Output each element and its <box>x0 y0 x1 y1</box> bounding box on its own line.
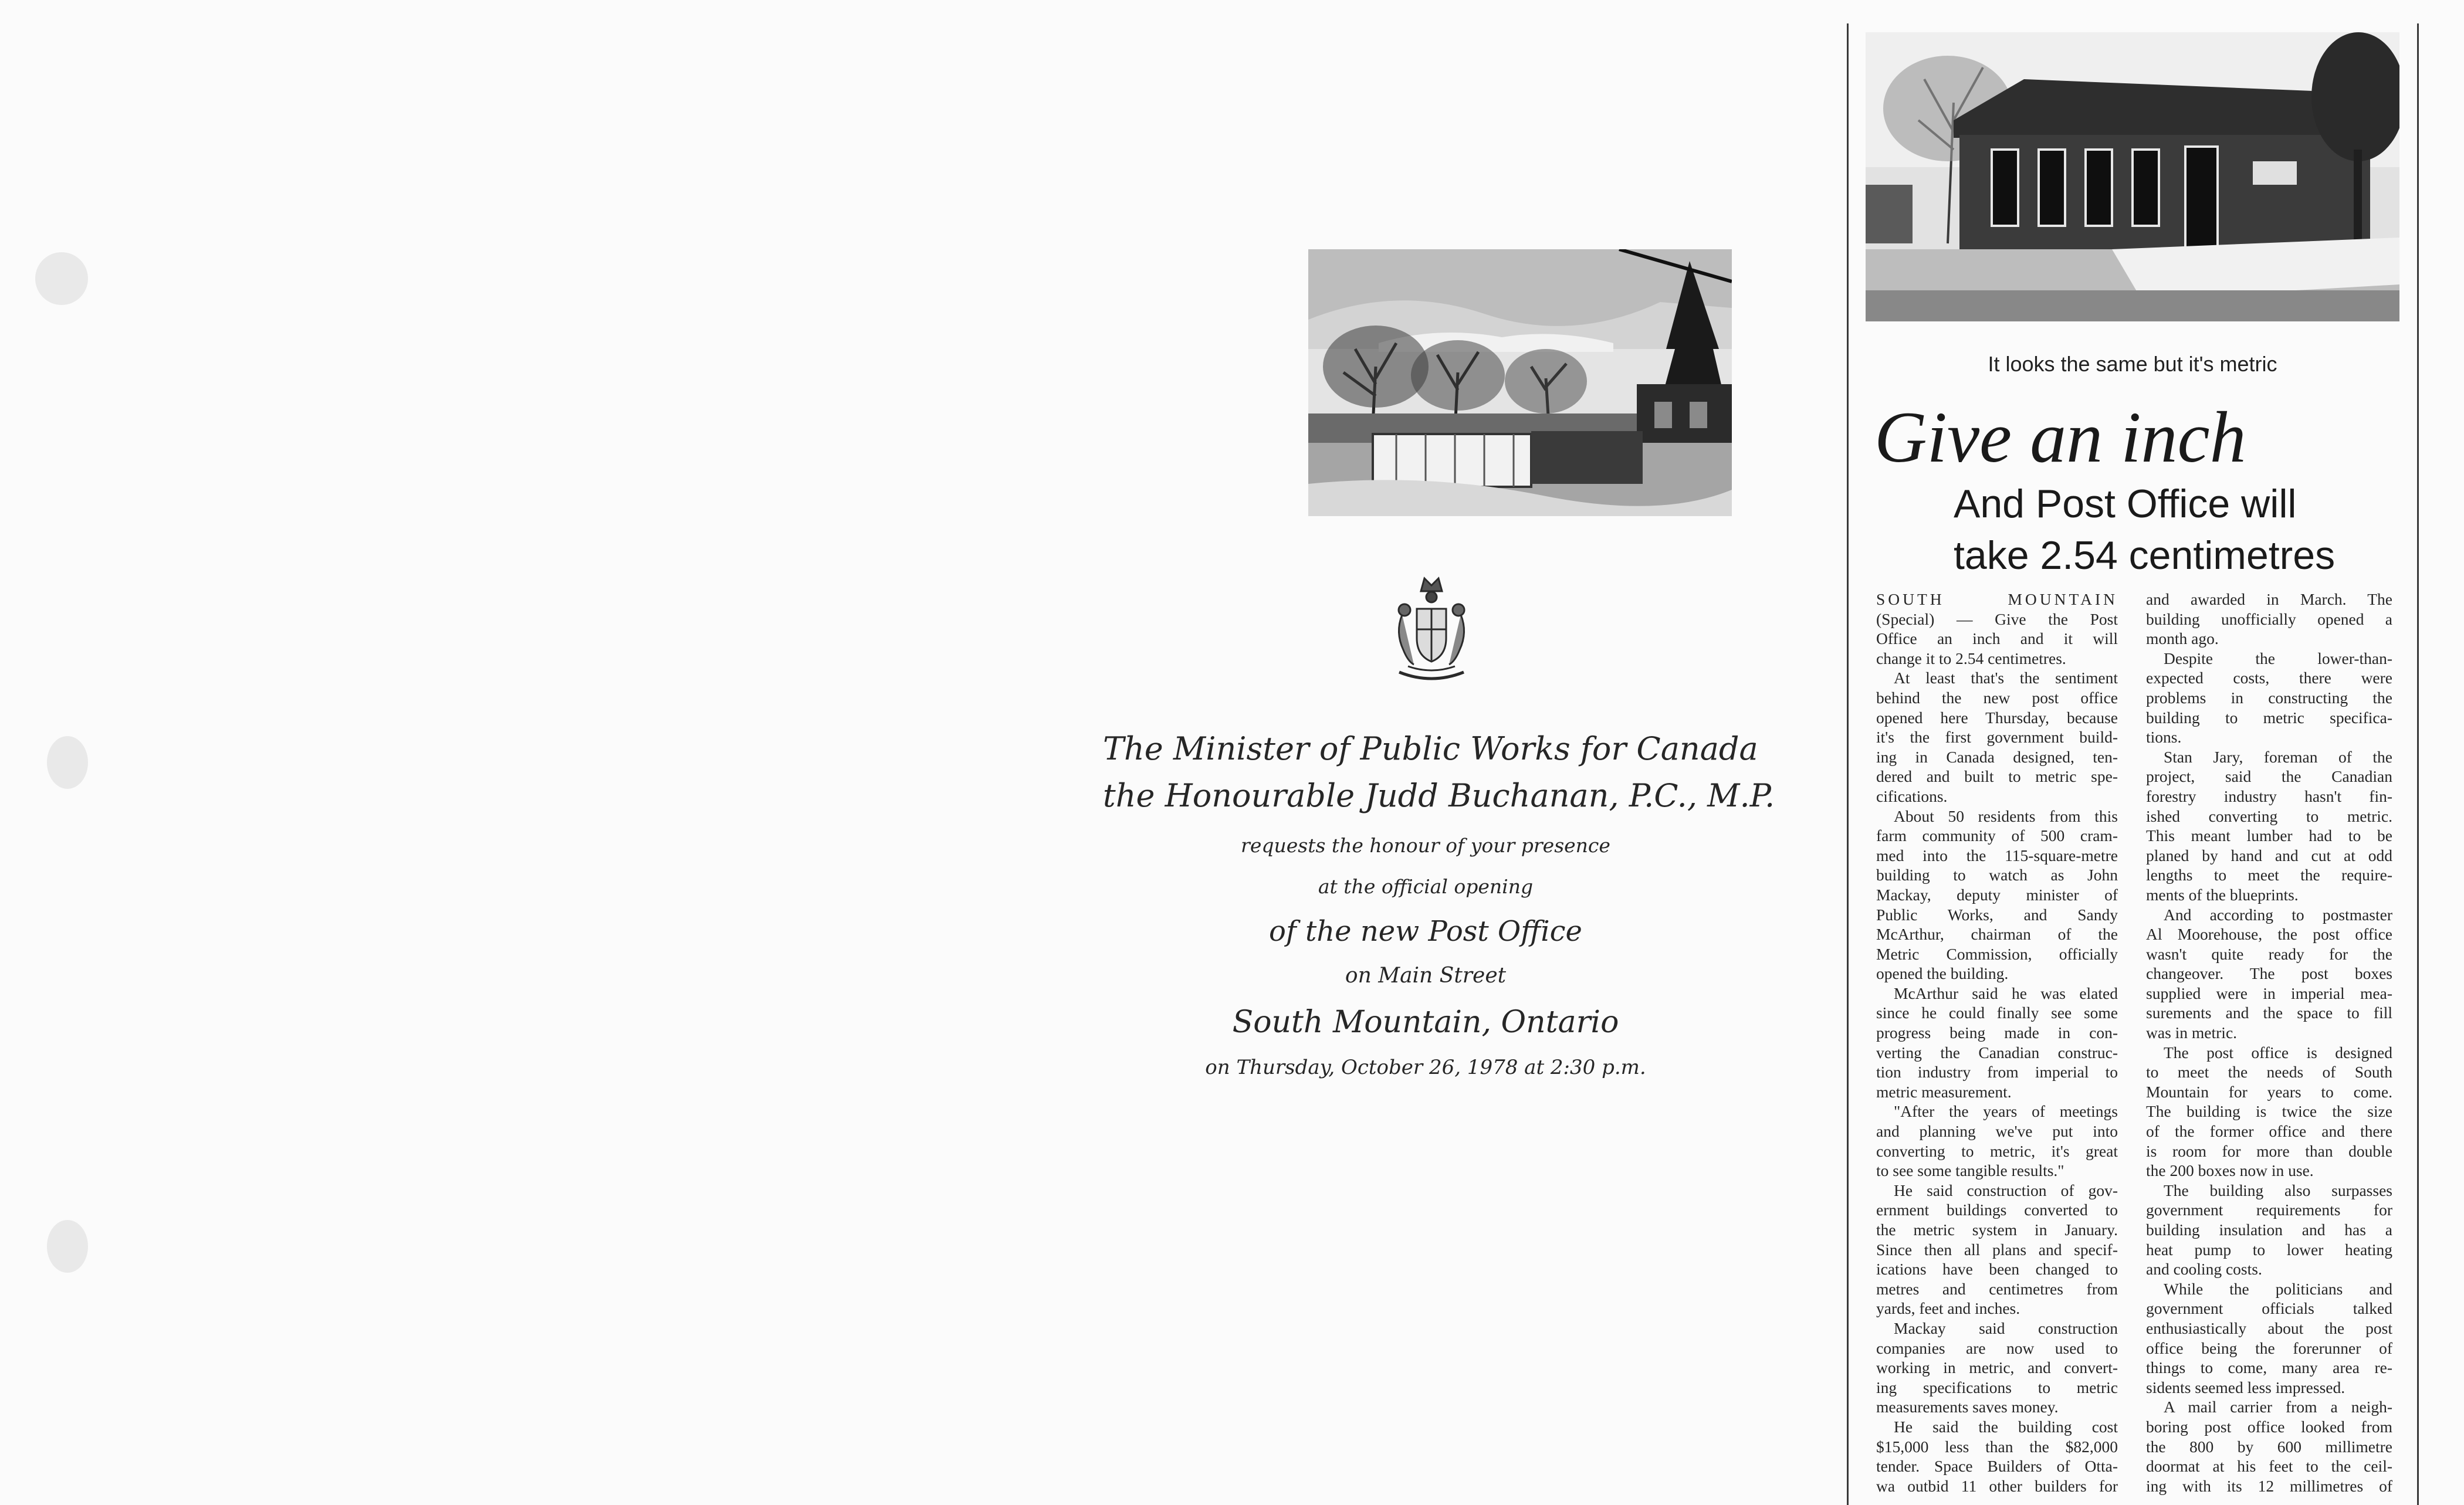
article-text-line: dered and built to metric spe- <box>1876 767 2118 786</box>
clipping-right-border <box>2417 23 2419 1505</box>
article-text-line: government requirements for <box>2146 1201 2392 1219</box>
article-text-line: ments of the blueprints. <box>2146 885 2299 904</box>
article-text-line: tender. Space Builders of Otta- <box>1876 1457 2118 1476</box>
article-text-line: the 200 boxes now in use. <box>2146 1161 2314 1180</box>
invitation-honourable-line: the Honourable Judd Buchanan, P.C., M.P. <box>1103 777 1775 814</box>
article-text-line: building to metric specifica- <box>2146 708 2392 727</box>
article-text-line: surements and the space to fill <box>2146 1004 2392 1022</box>
invitation-street-line: on Main Street <box>1345 964 1507 988</box>
article-text-line: ernment buildings converted to <box>1876 1201 2118 1219</box>
article-text-line: The building is twice the size <box>2146 1102 2392 1121</box>
article-text-line: changeover. The post boxes <box>2146 964 2392 983</box>
article-text-line: And according to postmaster <box>2164 905 2392 924</box>
article-text-line: to meet the needs of South <box>2146 1063 2392 1082</box>
article-text-line: A mail carrier from a neigh- <box>2164 1398 2392 1416</box>
article-text-line: behind the new post office <box>1876 688 2118 707</box>
article-text-line: it's the first government build- <box>1876 728 2118 747</box>
post-office-photo <box>1866 32 2399 321</box>
article-text-line: doormat at his feet to the ceil- <box>2146 1457 2392 1476</box>
article-text-line: tions. <box>2146 728 2182 747</box>
article-text-line: planed by hand and cut at odd <box>2146 846 2392 865</box>
article-headline: Give an inch <box>1874 397 2246 477</box>
article-column-left <box>1876 589 2118 1496</box>
paper-blemish <box>47 1220 88 1273</box>
article-text-line: About 50 residents from this <box>1894 806 2118 825</box>
article-text-line: verting the Canadian construc- <box>1876 1043 2118 1062</box>
article-column-right <box>2146 589 2392 1496</box>
clipping-left-border <box>1847 23 1849 1505</box>
construction-site-photo <box>1308 249 1732 516</box>
invitation-date-line: on Thursday, October 26, 1978 at 2:30 p.m. <box>1205 1056 1646 1079</box>
article-text-line: wasn't quite ready for the <box>2146 944 2392 963</box>
article-text-line: med into the 115-square-metre <box>1876 846 2118 865</box>
article-text-line: tion industry from imperial to <box>1876 1063 2118 1082</box>
article-text-line: ing in Canada designed, ten- <box>1876 747 2118 766</box>
article-text-line: boring post office looked from <box>2146 1417 2392 1436</box>
invitation-occasion-line: at the official opening <box>1318 875 1534 898</box>
article-text-line: Since then all plans and specif- <box>1876 1240 2118 1259</box>
article-text-line: working in metric, and convert- <box>1876 1358 2118 1377</box>
article-text-line: cifications. <box>1876 787 1948 805</box>
article-text-line: heat pump to lower heating <box>2146 1240 2392 1259</box>
article-text-line: sidents seemed less impressed. <box>2146 1378 2345 1396</box>
article-text-line: Office an inch and it will <box>1876 629 2118 648</box>
article-text-line: He said construction of gov- <box>1894 1181 2118 1199</box>
article-text-line: government officials talked <box>2146 1299 2392 1318</box>
invitation-minister-line: The Minister of Public Works for Canada <box>1103 730 1758 767</box>
article-text-line: the metric system in January. <box>1876 1221 2118 1239</box>
article-text-line: progress being made in con- <box>1876 1023 2118 1042</box>
article-text-line: (Special) — Give the Post <box>1876 609 2118 628</box>
article-text-line: opened here Thursday, because <box>1876 708 2118 727</box>
article-text-line: forestry industry hasn't fin- <box>2146 787 2392 805</box>
article-text-line: companies are now used to <box>1876 1338 2118 1357</box>
article-text-line: The building also surpasses <box>2164 1181 2392 1199</box>
article-text-line: since he could finally see some <box>1876 1004 2118 1022</box>
article-text-line: ications have been changed to <box>1876 1260 2118 1279</box>
article-text-line: The post office is designed <box>2164 1043 2392 1062</box>
paper-blemish <box>35 252 88 305</box>
paper-blemish <box>47 736 88 789</box>
article-text-line: SOUTH MOUNTAIN <box>1876 590 2118 608</box>
article-text-line: At least that's the sentiment <box>1894 669 2118 687</box>
article-text-line: office being the forerunner of <box>2146 1338 2392 1357</box>
photo-caption: It looks the same but it's metric <box>1988 352 2277 376</box>
article-text-line: Al Moorehouse, the post office <box>2146 925 2392 944</box>
article-text-line: the 800 by 600 millimetre <box>2146 1437 2392 1456</box>
article-text-line: was in metric. <box>2146 1023 2238 1042</box>
article-text-line: Mackay, deputy minister of <box>1876 885 2118 904</box>
article-text-line: things to come, many area re- <box>2146 1358 2392 1377</box>
article-text-line: He said the building cost <box>1894 1417 2118 1436</box>
article-text-line: Stan Jary, foreman of the <box>2164 747 2392 766</box>
article-text-line: building unofficially opened a <box>2146 609 2392 628</box>
article-text-line: building insulation and has a <box>2146 1221 2392 1239</box>
article-text-line: This meant lumber had to be <box>2146 826 2392 845</box>
article-text-line: Mackay said construction <box>1894 1318 2118 1337</box>
article-text-line: Mountain for years to come. <box>2146 1082 2392 1101</box>
article-text-line: to see some tangible results." <box>1876 1161 2064 1180</box>
article-text-line: metres and centimetres from <box>1876 1279 2118 1298</box>
article-text-line: and planning we've put into <box>1876 1122 2118 1141</box>
article-text-line: expected costs, there were <box>2146 669 2392 687</box>
coat-of-arms-icon <box>1390 574 1473 686</box>
article-text-line: While the politicians and <box>2164 1279 2392 1298</box>
article-text-line: enthusiastically about the post <box>2146 1318 2392 1337</box>
article-text-line: and cooling costs. <box>2146 1260 2262 1279</box>
article-text-line: lengths to meet the require- <box>2146 866 2392 884</box>
article-text-line: converting to metric, it's great <box>1876 1141 2118 1160</box>
article-text-line: yards, feet and inches. <box>1876 1299 2020 1318</box>
article-text-line: and awarded in March. The <box>2146 590 2392 608</box>
article-text-line: farm community of 500 cram- <box>1876 826 2118 845</box>
article-text-line: Public Works, and Sandy <box>1876 905 2118 924</box>
article-text-line: wa outbid 11 other builders for <box>1876 1476 2118 1495</box>
article-text-line: Despite the lower-than- <box>2164 649 2392 667</box>
article-text-line: "After the years of meetings <box>1894 1102 2118 1121</box>
article-text-line: ing specifications to metric <box>1876 1378 2118 1396</box>
article-text-line: opened the building. <box>1876 964 2009 983</box>
article-text-line: ished converting to metric. <box>2146 806 2392 825</box>
article-text-line: ing with its 12 millimetres of <box>2146 1476 2392 1495</box>
article-text-line: metric measurement. <box>1876 1082 2012 1101</box>
invitation-request-line: requests the honour of your presence <box>1241 834 1610 857</box>
article-text-line: problems in constructing the <box>2146 688 2392 707</box>
article-text-line: change it to 2.54 centimetres. <box>1876 649 2066 667</box>
article-text-line: project, said the Canadian <box>2146 767 2392 786</box>
article-text-line: is room for more than double <box>2146 1141 2392 1160</box>
article-text-line: $15,000 less than the $82,000 <box>1876 1437 2118 1456</box>
article-text-line: supplied were in imperial mea- <box>2146 984 2392 1002</box>
article-text-line: Metric Commission, officially <box>1876 944 2118 963</box>
article-text-line: building to watch as John <box>1876 866 2118 884</box>
article-text-line: McArthur said he was elated <box>1894 984 2118 1002</box>
invitation-location-line: South Mountain, Ontario <box>1232 1005 1619 1040</box>
article-text-line: of the former office and there <box>2146 1122 2392 1141</box>
article-subhead-line-2: take 2.54 centimetres <box>1954 533 2336 578</box>
invitation-subject-line: of the new Post Office <box>1269 915 1582 948</box>
article-text-line: measurements saves money. <box>1876 1398 2059 1416</box>
article-text-line: month ago. <box>2146 629 2219 648</box>
article-text-line: McArthur, chairman of the <box>1876 925 2118 944</box>
article-subhead-line-1: And Post Office will <box>1954 482 2297 526</box>
